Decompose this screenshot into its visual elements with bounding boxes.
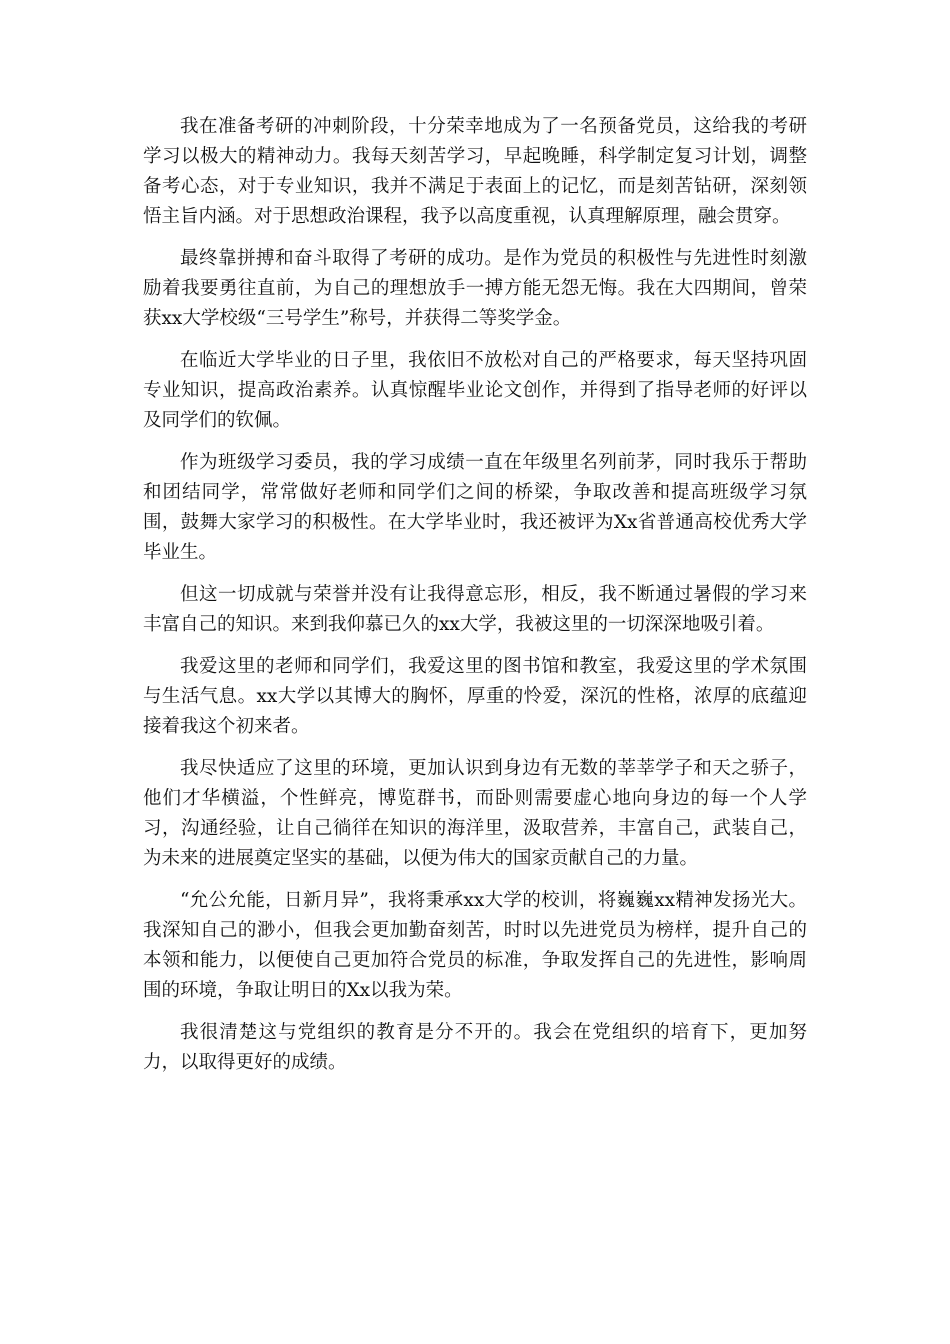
paragraph-1: 我在准备考研的冲刺阶段，十分荣幸地成为了一名预备党员，这给我的考研学习以极大的精神动力。我每天刻苦学习，早起晚睡，科学制定复习计划，调整备考心态，对于专业知识，我并不满足于表面上的记忆，而是刻苦钻研，深刻领悟主旨内涵。对于思想政治课程，我予以高度重视，认真理解原理，融会贯穿。 [143,116,807,227]
paragraph-7: 我尽快适应了这里的环境，更加认识到身边有无数的莘莘学子和天之骄子，他们才华横溢，个性鲜亮，博览群书，而卧则需要虚心地向身边的每一个人学习，沟通经验，让自己徜徉在知识的海洋里，汲取营养，丰富自己，武装自己，为未来的进展奠定坚实的基础，以便为伟大的国家贡献自己的力量。 [143,758,807,869]
paragraph-9: 我很清楚这与党组织的教育是分不开的。我会在党组织的培育下，更加努力，以取得更好的成绩。 [143,1022,807,1073]
paragraph-2: 最终靠拼搏和奋斗取得了考研的成功。是作为党员的积极性与先进性时刻激励着我要勇往直前，为自己的理想放手一搏方能无怨无悔。我在大四期间，曾荣获xx大学校级“三号学生”称号，并获得二等奖学金。 [143,248,807,329]
paragraph-8: “允公允能，日新月异”，我将秉承xx大学的校训，将巍巍xx精神发扬光大。我深知自己的渺小，但我会更加勤奋刻苦，时时以先进党员为榜样，提升自己的本领和能力，以便使自己更加符合党员的标准，争取发挥自己的先进性，影响周围的环境，争取让明日的Xx以我为荣。 [143,890,807,1001]
paragraph-6: 我爱这里的老师和同学们，我爱这里的图书馆和教室，我爱这里的学术氛围与生活气息。xx大学以其博大的胸怀，厚重的怜爱，深沉的性格，浓厚的底蕴迎接着我这个初来者。 [143,656,807,737]
paragraph-5: 但这一切成就与荣誉并没有让我得意忘形，相反，我不断通过暑假的学习来丰富自己的知识。来到我仰慕已久的xx大学，我被这里的一切深深地吸引着。 [143,584,807,635]
paragraph-4: 作为班级学习委员，我的学习成绩一直在年级里名列前茅，同时我乐于帮助和团结同学，常常做好老师和同学们之间的桥梁，争取改善和提高班级学习氛围，鼓舞大家学习的积极性。在大学毕业时，我还被评为Xx省普通高校优秀大学毕业生。 [143,452,807,563]
paragraph-3: 在临近大学毕业的日子里，我依旧不放松对自己的严格要求，每天坚持巩固专业知识，提高政治素养。认真惊醒毕业论文创作，并得到了指导老师的好评以及同学们的钦佩。 [143,350,807,431]
document-body [143,112,807,1090]
